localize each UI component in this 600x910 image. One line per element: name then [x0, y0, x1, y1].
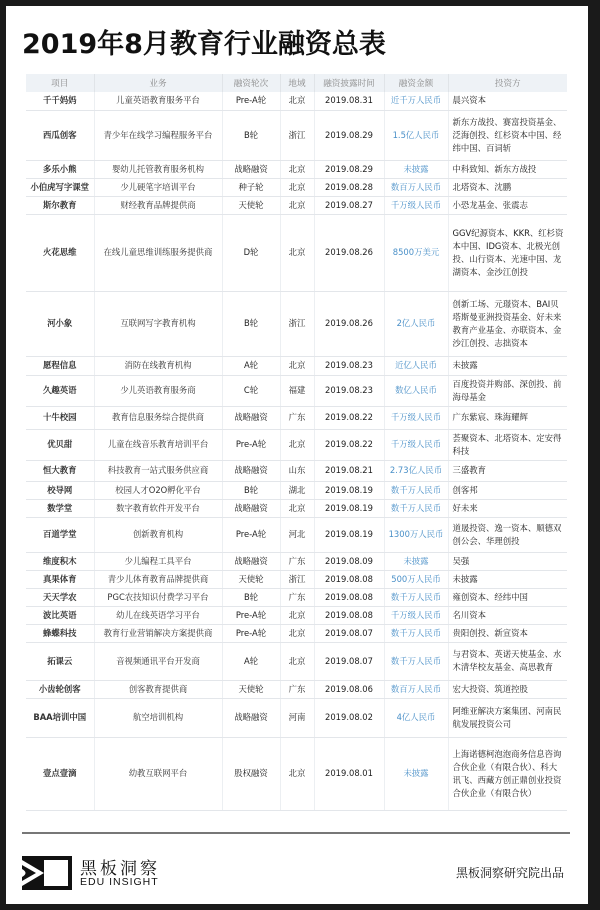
amount-cell: 数千万人民币 [384, 481, 448, 499]
business-cell: 儿童在线音乐教育培训平台 [94, 429, 222, 460]
date-cell: 2019.08.19 [314, 481, 384, 499]
table-row [26, 160, 567, 178]
investors-cell: 百度投资并购部、深创投、前海母基金 [448, 375, 567, 406]
logo-chinese-text: 黑板洞察 [80, 859, 160, 879]
investors-cell: 新东方战投、赛富投资基金、泛海创投、红杉资本中国、经纬中国、百词斩 [448, 110, 567, 160]
table-row [26, 214, 567, 291]
date-cell: 2019.08.28 [314, 178, 384, 196]
amount-cell: 数千万人民币 [384, 588, 448, 606]
amount-cell: 2.73亿人民币 [384, 460, 448, 481]
business-cell: 少儿硬笔字培训平台 [94, 178, 222, 196]
round-cell: 种子轮 [222, 178, 280, 196]
date-cell: 2019.08.09 [314, 552, 384, 570]
amount-cell: 近亿人民币 [384, 356, 448, 375]
region-cell: 北京 [280, 624, 314, 642]
table-row [26, 606, 567, 624]
table-row [26, 499, 567, 517]
round-cell: 股权融资 [222, 737, 280, 810]
date-cell: 2019.08.07 [314, 642, 384, 680]
round-cell: Pre-A轮 [222, 429, 280, 460]
business-cell: 少儿编程工具平台 [94, 552, 222, 570]
business-cell: 教育行业营销解决方案提供商 [94, 624, 222, 642]
table-row [26, 517, 567, 552]
amount-cell: 千万级人民币 [384, 406, 448, 429]
table-row [26, 375, 567, 406]
round-cell: 战略融资 [222, 698, 280, 737]
business-cell: 青少儿体育教育品牌提供商 [94, 570, 222, 588]
business-cell: 青少年在线学习编程服务平台 [94, 110, 222, 160]
date-cell: 2019.08.23 [314, 375, 384, 406]
amount-cell: 未披露 [384, 160, 448, 178]
project-cell: 多乐小熊 [26, 160, 94, 178]
amount-cell: 近千万人民币 [384, 92, 448, 110]
region-cell: 北京 [280, 429, 314, 460]
table-row [26, 196, 567, 214]
amount-cell: 8500万美元 [384, 214, 448, 291]
date-cell: 2019.08.07 [314, 624, 384, 642]
round-cell: A轮 [222, 642, 280, 680]
project-cell: 恒大教育 [26, 460, 94, 481]
table-header-row [26, 74, 567, 92]
column-header-amount: 融资金额 [384, 74, 448, 92]
column-header-region: 地域 [280, 74, 314, 92]
investors-cell: 宏大投资、筑道控股 [448, 680, 567, 698]
amount-cell: 2亿人民币 [384, 291, 448, 356]
round-cell: 天使轮 [222, 570, 280, 588]
table-row [26, 92, 567, 110]
region-cell: 广东 [280, 588, 314, 606]
investors-cell: 上海诺德柯泡泡商务信息咨询合伙企业（有限合伙）、科大讯飞、西藏方创正鼎创业投资合伙企业（有限合伙） [448, 737, 567, 810]
region-cell: 北京 [280, 160, 314, 178]
business-cell: 幼教互联网平台 [94, 737, 222, 810]
region-cell: 浙江 [280, 291, 314, 356]
investors-cell: 贵阳创投、新宣资本 [448, 624, 567, 642]
date-cell: 2019.08.19 [314, 517, 384, 552]
amount-cell: 数亿人民币 [384, 375, 448, 406]
business-cell: 校园人才O2O孵化平台 [94, 481, 222, 499]
date-cell: 2019.08.29 [314, 160, 384, 178]
investors-cell: 好未来 [448, 499, 567, 517]
investors-cell: 未披露 [448, 570, 567, 588]
table-row [26, 642, 567, 680]
business-cell: 数字教育软件开发平台 [94, 499, 222, 517]
amount-cell: 数千万人民币 [384, 499, 448, 517]
amount-cell: 1.5亿人民币 [384, 110, 448, 160]
round-cell: B轮 [222, 481, 280, 499]
project-cell: 波比英语 [26, 606, 94, 624]
date-cell: 2019.08.26 [314, 214, 384, 291]
amount-cell: 未披露 [384, 552, 448, 570]
round-cell: 战略融资 [222, 499, 280, 517]
region-cell: 河南 [280, 698, 314, 737]
footer-divider [22, 832, 570, 834]
project-cell: BAA培训中国 [26, 698, 94, 737]
date-cell: 2019.08.21 [314, 460, 384, 481]
amount-cell: 千万级人民币 [384, 606, 448, 624]
amount-cell: 数百万人民币 [384, 178, 448, 196]
brand-logo [22, 854, 162, 894]
region-cell: 北京 [280, 499, 314, 517]
column-header-business: 业务 [94, 74, 222, 92]
investors-cell: 创客邦 [448, 481, 567, 499]
project-cell: 火花思维 [26, 214, 94, 291]
date-cell: 2019.08.31 [314, 92, 384, 110]
page-title: 2019年8月教育行业融资总表 [22, 29, 386, 60]
date-cell: 2019.08.08 [314, 588, 384, 606]
project-cell: 小伯虎写字课堂 [26, 178, 94, 196]
investors-cell: 荟聚资本、北塔资本、定安得科技 [448, 429, 567, 460]
table-row [26, 291, 567, 356]
financing-table [26, 74, 567, 811]
investors-cell: 创新工场、元璟资本、BAI贝塔斯曼亚洲投资基金、好未来教育产业基金、亦联资本、金沙江创投、志拙资本 [448, 291, 567, 356]
business-cell: 创客教育提供商 [94, 680, 222, 698]
table-row [26, 460, 567, 481]
region-cell: 北京 [280, 642, 314, 680]
investors-cell: 广东紫宸、珠海耀辉 [448, 406, 567, 429]
investors-cell: 北塔资本、沈鹏 [448, 178, 567, 196]
date-cell: 2019.08.23 [314, 356, 384, 375]
region-cell: 北京 [280, 214, 314, 291]
region-cell: 广东 [280, 406, 314, 429]
round-cell: 战略融资 [222, 460, 280, 481]
region-cell: 浙江 [280, 110, 314, 160]
project-cell: 优贝甜 [26, 429, 94, 460]
project-cell: 校导网 [26, 481, 94, 499]
date-cell: 2019.08.27 [314, 196, 384, 214]
amount-cell: 500万人民币 [384, 570, 448, 588]
region-cell: 北京 [280, 606, 314, 624]
project-cell: 小齿轮创客 [26, 680, 94, 698]
investors-cell: GGV纪源资本、KKR、红杉资本中国、IDG资本、北极光创投、山行资本、光速中国、龙湖资本、金沙江创投 [448, 214, 567, 291]
business-cell: 教育信息服务综合提供商 [94, 406, 222, 429]
table-row [26, 552, 567, 570]
amount-cell: 数千万人民币 [384, 624, 448, 642]
table-row [26, 178, 567, 196]
project-cell: 数学堂 [26, 499, 94, 517]
date-cell: 2019.08.06 [314, 680, 384, 698]
date-cell: 2019.08.19 [314, 499, 384, 517]
logo-english-text: EDU INSIGHT [80, 876, 159, 888]
investors-cell: 吴强 [448, 552, 567, 570]
amount-cell: 千万级人民币 [384, 196, 448, 214]
region-cell: 北京 [280, 737, 314, 810]
publisher-credit: 黑板洞察研究院出品 [455, 866, 564, 880]
business-cell: 少儿英语教育服务商 [94, 375, 222, 406]
business-cell: 创新教育机构 [94, 517, 222, 552]
table-row [26, 737, 567, 810]
round-cell: C轮 [222, 375, 280, 406]
date-cell: 2019.08.22 [314, 406, 384, 429]
date-cell: 2019.08.08 [314, 570, 384, 588]
table-row [26, 588, 567, 606]
column-header-project: 项目 [26, 74, 94, 92]
round-cell: A轮 [222, 356, 280, 375]
table-row [26, 110, 567, 160]
project-cell: 十牛校园 [26, 406, 94, 429]
region-cell: 山东 [280, 460, 314, 481]
project-cell: 西瓜创客 [26, 110, 94, 160]
amount-cell: 千万级人民币 [384, 429, 448, 460]
project-cell: 天天学农 [26, 588, 94, 606]
project-cell: 斯尔教育 [26, 196, 94, 214]
table-row [26, 624, 567, 642]
region-cell: 广东 [280, 552, 314, 570]
investors-cell: 与君资本、英诺天使基金、水木清华校友基金、高思教育 [448, 642, 567, 680]
investors-cell: 晨兴资本 [448, 92, 567, 110]
project-cell: 愿程信息 [26, 356, 94, 375]
round-cell: D轮 [222, 214, 280, 291]
amount-cell: 未披露 [384, 737, 448, 810]
round-cell: 战略融资 [222, 552, 280, 570]
column-header-round: 融资轮次 [222, 74, 280, 92]
business-cell: 婴幼儿托管教育服务机构 [94, 160, 222, 178]
amount-cell: 1300万人民币 [384, 517, 448, 552]
round-cell: 天使轮 [222, 680, 280, 698]
date-cell: 2019.08.08 [314, 606, 384, 624]
business-cell: 幼儿在线英语学习平台 [94, 606, 222, 624]
eye-logo-icon [22, 856, 72, 890]
round-cell: B轮 [222, 291, 280, 356]
project-cell: 壹点壹滴 [26, 737, 94, 810]
date-cell: 2019.08.26 [314, 291, 384, 356]
date-cell: 2019.08.29 [314, 110, 384, 160]
date-cell: 2019.08.02 [314, 698, 384, 737]
table-row [26, 570, 567, 588]
round-cell: Pre-A轮 [222, 624, 280, 642]
round-cell: 战略融资 [222, 406, 280, 429]
table-body [26, 92, 567, 810]
business-cell: 航空培训机构 [94, 698, 222, 737]
table-row [26, 698, 567, 737]
project-cell: 百道学堂 [26, 517, 94, 552]
round-cell: Pre-A轮 [222, 517, 280, 552]
project-cell: 久趣英语 [26, 375, 94, 406]
region-cell: 北京 [280, 178, 314, 196]
business-cell: 音视频通讯平台开发商 [94, 642, 222, 680]
round-cell: 战略融资 [222, 160, 280, 178]
round-cell: Pre-A轮 [222, 92, 280, 110]
investors-cell: 小恐龙基金、张震志 [448, 196, 567, 214]
investors-cell: 雍创资本、经纬中国 [448, 588, 567, 606]
table-row [26, 680, 567, 698]
region-cell: 广东 [280, 680, 314, 698]
investors-cell: 中科致知、新东方战投 [448, 160, 567, 178]
amount-cell: 数千万人民币 [384, 642, 448, 680]
date-cell: 2019.08.22 [314, 429, 384, 460]
project-cell: 真果体育 [26, 570, 94, 588]
investors-cell: 阿维亚解决方案集团、河南民航发展投资公司 [448, 698, 567, 737]
round-cell: B轮 [222, 588, 280, 606]
project-cell: 蜂蝶科技 [26, 624, 94, 642]
region-cell: 北京 [280, 196, 314, 214]
amount-cell: 数百万人民币 [384, 680, 448, 698]
investors-cell: 三盛教育 [448, 460, 567, 481]
table-row [26, 406, 567, 429]
region-cell: 北京 [280, 356, 314, 375]
business-cell: 在线儿童思维训练服务提供商 [94, 214, 222, 291]
region-cell: 福建 [280, 375, 314, 406]
project-cell: 河小象 [26, 291, 94, 356]
amount-cell: 4亿人民币 [384, 698, 448, 737]
region-cell: 湖北 [280, 481, 314, 499]
investors-cell: 未披露 [448, 356, 567, 375]
investors-cell: 道晟投资、逸一资本、顺德双创公会、华理创投 [448, 517, 567, 552]
business-cell: 儿童英语教育服务平台 [94, 92, 222, 110]
region-cell: 北京 [280, 92, 314, 110]
table-row [26, 429, 567, 460]
round-cell: Pre-A轮 [222, 606, 280, 624]
table-row [26, 356, 567, 375]
table-row [26, 481, 567, 499]
project-cell: 维度积木 [26, 552, 94, 570]
date-cell: 2019.08.01 [314, 737, 384, 810]
column-header-date: 融资披露时间 [314, 74, 384, 92]
business-cell: PGC农技知识付费学习平台 [94, 588, 222, 606]
page [6, 6, 588, 904]
business-cell: 消防在线教育机构 [94, 356, 222, 375]
business-cell: 互联网写字教育机构 [94, 291, 222, 356]
region-cell: 河北 [280, 517, 314, 552]
investors-cell: 名川资本 [448, 606, 567, 624]
column-header-investors: 投资方 [448, 74, 567, 92]
business-cell: 科技教育一站式服务供应商 [94, 460, 222, 481]
project-cell: 千千妈妈 [26, 92, 94, 110]
region-cell: 浙江 [280, 570, 314, 588]
project-cell: 拓课云 [26, 642, 94, 680]
business-cell: 财经教育品牌提供商 [94, 196, 222, 214]
round-cell: B轮 [222, 110, 280, 160]
round-cell: 天使轮 [222, 196, 280, 214]
